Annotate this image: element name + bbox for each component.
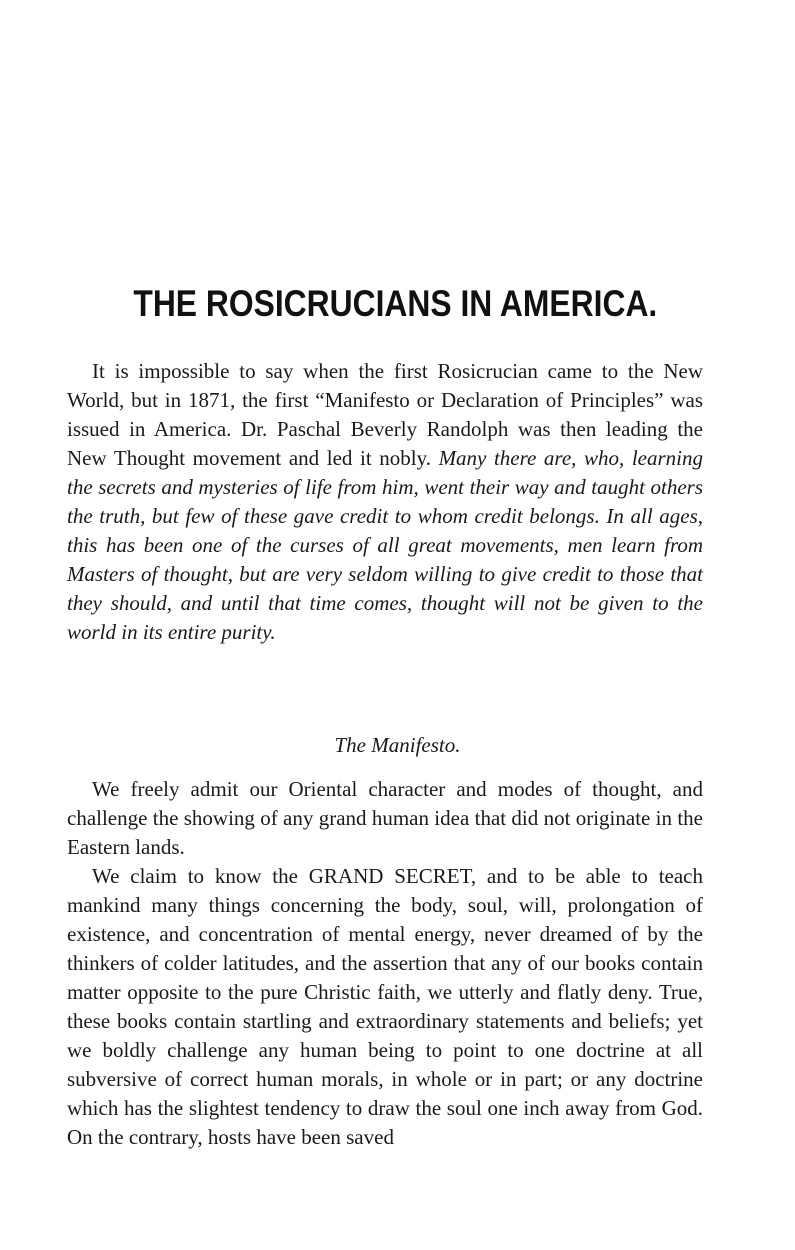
manifesto-paragraph-1: We freely admit our Oriental character and modes of thought, and challenge the showing of any grand human idea that did not originate in the Eastern lands. — [67, 777, 703, 859]
manifesto-paragraph-2: We claim to know the GRAND SECRET, and to be able to teach mankind many things concerning the body, soul, will, prolongation of existence, and concentration of mental energy, never dreamed of by the thinkers of colder latitudes, and the assertion that any of our books contain matter opposite to the pure Christic faith, we utterly and flatly deny. True, these books contain startling and extraordinary statements and beliefs; yet we boldly challenge any human being to point to one doctrine at all subversive of correct human morals, in whole or in part; or any doctrine which has the slightest tendency to draw the soul one inch away from God. On the contrary, hosts have been saved — [67, 864, 703, 1149]
intro-paragraph — [67, 357, 703, 647]
page-title: THE ROSICRUCIANS IN AMERICA. — [133, 283, 658, 324]
intro-plain-text: It is impossible to say when the first Rosicrucian came to the New World, but in 1871, the first “Manifesto or Declaration of Principles” was issued in America. Dr. Paschal Beverly Randolph was then leading the New Thought movement and led it nobly. — [67, 359, 703, 470]
manifesto-body — [67, 775, 703, 1152]
intro-italic-text: Many there are, who, learning the secrets and mysteries of life from him, went their way and taught others the truth, but few of these gave credit to whom credit belongs. In all ages, this has been one of the curses of all great movements, men learn from Masters of thought, but are very seldom willing to give credit to those that they should, and until that time comes, thought will not be given to the world in its entire purity. — [67, 446, 703, 644]
manifesto-subheading: The Manifesto. — [334, 733, 461, 757]
